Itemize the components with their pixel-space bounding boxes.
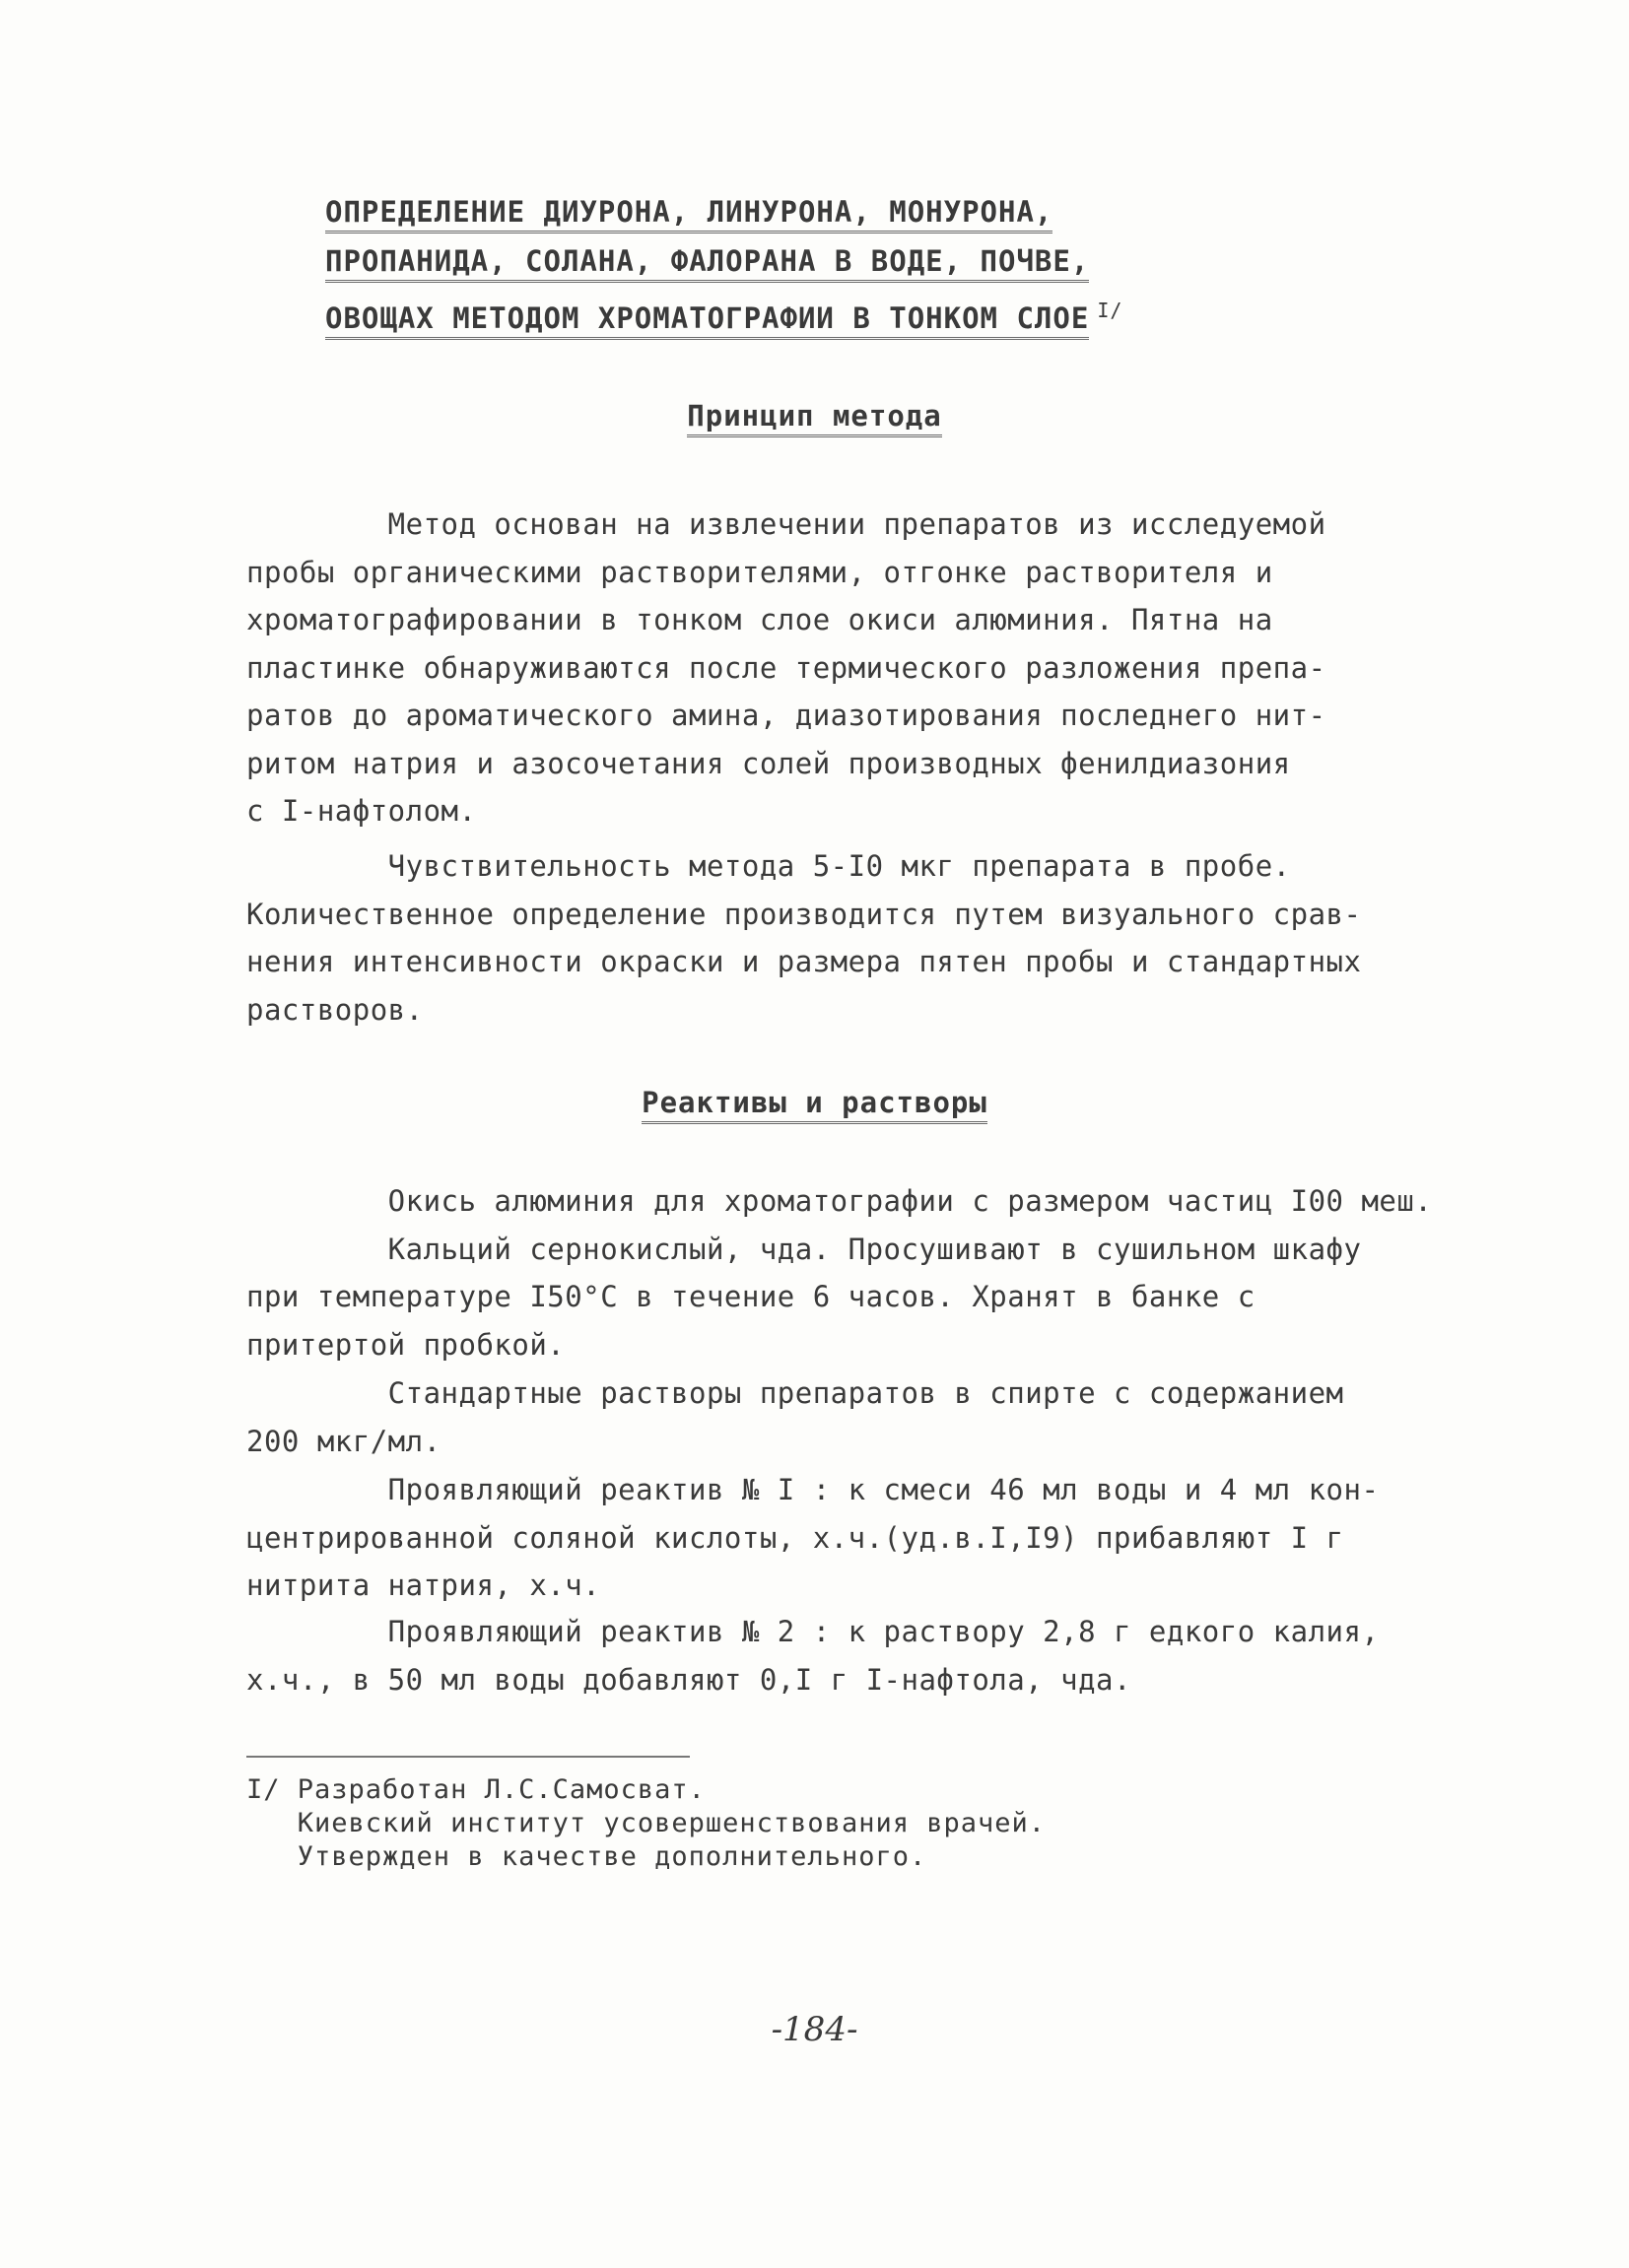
title-line-3: ОВОЩАХ МЕТОДОМ ХРОМАТОГРАФИИ В ТОНКОМ СЛОЕ $^{I/}$ <box>325 286 1261 343</box>
reagents-paragraph-3: Проявляющий реактив № I : к смеси 46 мл воды и 4 мл кон- центрированной соляной кислоты, х.ч.(уд.в.I,I9) прибавляют I г нитрита натрия, х.ч. <box>246 1473 1380 1602</box>
section-heading-reagents: Реактивы и растворы <box>0 1086 1629 1119</box>
footnote-divider <box>246 1756 690 1758</box>
title-line-2: ПРОПАНИДА, СОЛАНА, ФАЛОРАНА В ВОДЕ, ПОЧВЕ, <box>325 236 1261 286</box>
title-footnote-mark: I/ <box>1097 299 1123 322</box>
section-heading-principle: Принцип метода <box>0 399 1629 433</box>
document-title <box>325 187 1261 343</box>
principle-paragraph-2: Чувствительность метода 5-I0 мкг препарата в пробе. Количественное определение производится путем визуального срав- нения интенсивности окраски и размера пятен пробы и стандартных растворов. <box>246 849 1362 1027</box>
principle-paragraph-1: Метод основан на извлечении препаратов из исследуемой пробы органическими растворителями, отгонке растворителя и хроматографировании в тонком слое окиси алюминия. Пятна на пластинке обнаруживаются после термического разложения препа- ратов до ароматического амина, диазотирования последнего нит- ритом натрия и азосочетания солей производных фенилдиазония с I-нафтолом. <box>246 507 1326 828</box>
reagents-paragraph-1: Окись алюминия для хроматографии с размером частиц I00 меш. Кальций сернокислый, чда. Просушивают в сушильном шкафу при температуре I50°С в течение 6 часов. Хранят в банке с притертой пробкой. <box>246 1184 1433 1362</box>
footnote: I/ Разработан Л.С.Самосват. Киевский институт усовершенствования врачей. Утвержден в качестве дополнительного. <box>246 1774 1047 1872</box>
reagents-paragraph-2: Стандартные растворы препаратов в спирте с содержанием 200 мкг/мл. <box>246 1376 1344 1458</box>
reagents-paragraph-4: Проявляющий реактив № 2 : к раствору 2,8 г едкого калия, х.ч., в 50 мл воды добавляют 0,I г I-нафтола, чда. <box>246 1615 1380 1697</box>
page-number: -184- <box>771 2010 858 2049</box>
title-line-1: ОПРЕДЕЛЕНИЕ ДИУРОНА, ЛИНУРОНА, МОНУРОНА, <box>325 187 1261 236</box>
